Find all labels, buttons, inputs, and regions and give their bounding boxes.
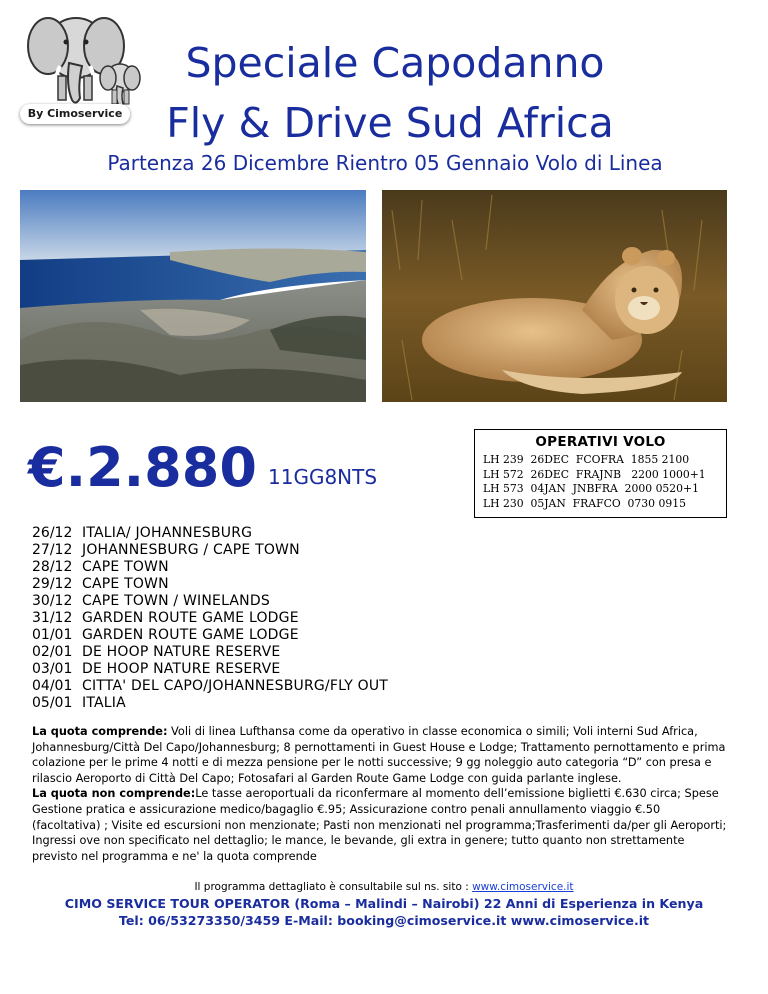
day-place: CAPE TOWN: [82, 559, 169, 575]
terms-section: [32, 724, 732, 864]
day-place: GARDEN ROUTE GAME LODGE: [82, 610, 299, 626]
includes-label: La quota comprende:: [32, 725, 168, 738]
cape-town-aerial-photo: [20, 190, 366, 402]
flight-row: LH 572 26DEC FRAJNB 2200 1000+1: [483, 467, 706, 481]
day-place: DE HOOP NATURE RESERVE: [82, 644, 281, 660]
day-date: 05/01: [32, 695, 73, 711]
excludes-paragraph: [32, 786, 732, 864]
logo-label: By Cimoservice: [20, 104, 130, 124]
day-date: 27/12: [32, 542, 73, 558]
includes-text: Voli di linea Lufthansa come da operativo in classe economica o simili; Voli interni Sud Africa, Johannesburg/Città Del Capo/Johannesburg; 8 pernottamenti in Guest House e Lodge; Trattamento pernottamento e prima colazione per le prime 4 notti e di mezza pensione per le notti successive; 9 gg noleggio auto categoria “D” con presa e rilascio Aeroporto di Città Del Capo; Fotosafari al Garden Route Game Lodge con guida parlante inglese.: [32, 725, 726, 785]
flight-row: LH 573 04JAN JNBFRA 2000 0520+1: [483, 482, 699, 495]
footer-note-text: Il programma dettagliato è consultabile sul ns. sito :: [194, 881, 473, 893]
itinerary-day: [32, 678, 452, 695]
lioness-icon: [382, 190, 727, 402]
duration: 11GG8NTS: [268, 465, 378, 489]
itinerary-day: [32, 695, 452, 712]
website-link[interactable]: www.cimoservice.it: [472, 881, 574, 893]
footer-contacts: Tel: 06/53273350/3459 E-Mail: booking@cimoservice.it www.cimoservice.it: [118, 913, 650, 928]
day-place: CAPE TOWN / WINELANDS: [82, 593, 270, 609]
day-date: 02/01: [32, 644, 73, 660]
price: €.2.880: [28, 436, 257, 499]
flight-row: LH 239 26DEC FCOFRA 1855 2100: [483, 453, 690, 466]
itinerary-day: [32, 542, 452, 559]
itinerary-day: [32, 576, 452, 593]
day-place: GARDEN ROUTE GAME LODGE: [82, 627, 299, 643]
subtitle: Partenza 26 Dicembre Rientro 05 Gennaio Volo di Linea: [107, 151, 663, 175]
flight-schedule-box: [474, 429, 727, 518]
itinerary-day: [32, 559, 452, 576]
includes-paragraph: [32, 724, 732, 786]
itinerary-day: [32, 661, 452, 678]
day-place: CITTA' DEL CAPO/JOHANNESBURG/FLY OUT: [82, 678, 389, 694]
itinerary-day: [32, 644, 452, 661]
day-place: ITALIA/ JOHANNESBURG: [82, 525, 253, 541]
itinerary-day: [32, 593, 452, 610]
itinerary-day: [32, 610, 452, 627]
day-date: 04/01: [32, 678, 73, 694]
day-place: CAPE TOWN: [82, 576, 169, 592]
day-date: 28/12: [32, 559, 73, 575]
day-place: ITALIA: [82, 695, 126, 711]
itinerary-day: [32, 627, 452, 644]
excludes-label: La quota non comprende:: [32, 787, 196, 801]
day-date: 03/01: [32, 661, 73, 677]
title-line-1: Speciale Capodanno: [185, 39, 605, 87]
day-place: JOHANNESBURG / CAPE TOWN: [82, 542, 300, 558]
flight-row: LH 230 05JAN FRAFCO 0730 0915: [483, 496, 686, 510]
itinerary-list: [32, 525, 452, 712]
footer-company: CIMO SERVICE TOUR OPERATOR (Roma – Malindi – Nairobi) 22 Anni di Esperienza in Kenya: [64, 896, 704, 911]
day-place: DE HOOP NATURE RESERVE: [82, 661, 281, 677]
day-date: 31/12: [32, 610, 73, 626]
title-line-2: Fly & Drive Sud Africa: [166, 99, 614, 147]
footer-note: [0, 880, 768, 894]
cape-town-aerial-icon: [20, 190, 366, 402]
flight-schedule-title: OPERATIVI VOLO: [535, 434, 666, 450]
day-date: 29/12: [32, 576, 73, 592]
lioness-photo: [382, 190, 727, 402]
day-date: 01/01: [32, 627, 73, 643]
day-date: 26/12: [32, 525, 73, 541]
day-date: 30/12: [32, 593, 73, 609]
excludes-text: Le tasse aeroportuali da riconfermare al momento dell’emissione biglietti €.630 circa; Spese Gestione pratica e assicurazione medico/bagaglio €.95; Assicurazione contro penali annullamento viaggio €.50 (facoltativa) ; Visite ed escursioni non menzionate; Pasti non menzionati nel programma;Trasferimenti da/per gli Aeroporti; Ingressi ove non specificato nel dettaglio; le mance, le bevande, gli extra in genere; tutto quanto non strettamente previsto nel programma e ne' la quota comprende: [32, 787, 727, 863]
itinerary-day: [32, 525, 452, 542]
